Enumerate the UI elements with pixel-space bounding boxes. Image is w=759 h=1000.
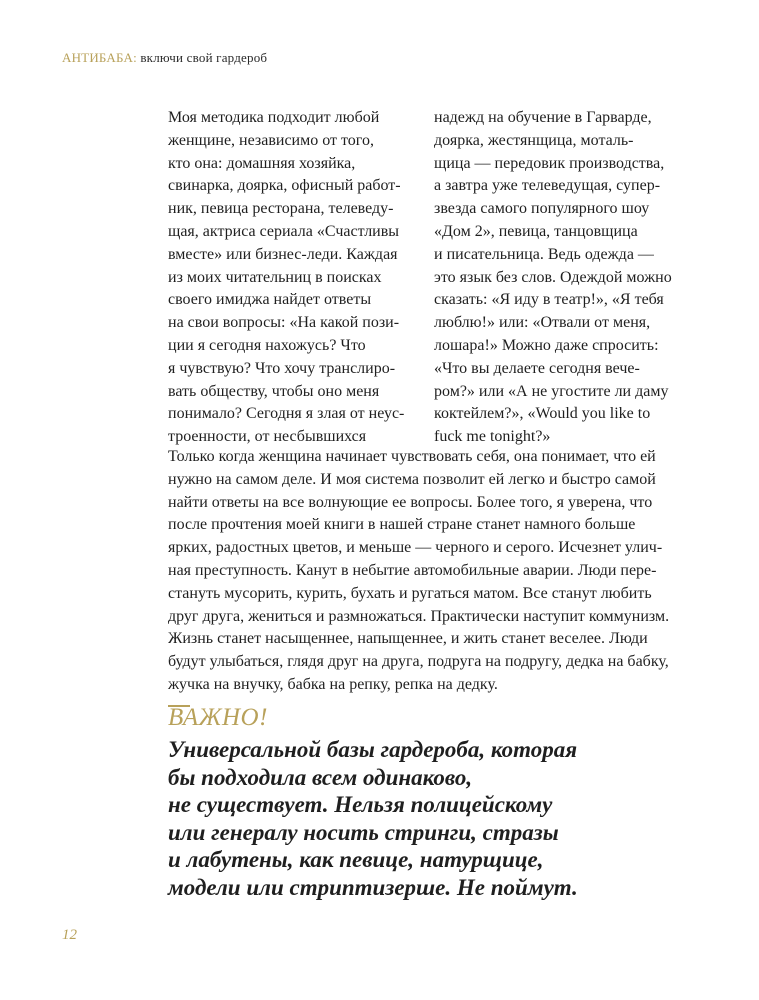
right-column bbox=[434, 107, 672, 449]
text-line: доярка, жестянщица, моталь- bbox=[434, 131, 634, 149]
text-line: Жизнь станет насыщеннее, напыщеннее, и жить станет веселее. Люди bbox=[168, 630, 648, 648]
text-line: женщине, независимо от того, bbox=[168, 131, 374, 149]
text-line: ции я сегодня нахожусь? Что bbox=[168, 336, 366, 354]
text-line: Только когда женщина начинает чувствовать себя, она понимает, что ей bbox=[168, 448, 656, 465]
body-paragraph bbox=[168, 446, 669, 697]
text-line: fuck me tonight?» bbox=[434, 428, 551, 446]
text-line: стануть мусорить, курить, бухать и ругаться матом. Все станут любить bbox=[168, 584, 652, 602]
text-line: вать обществу, чтобы оно меня bbox=[168, 382, 380, 400]
text-line: ром?» или «А не угостите ли даму bbox=[434, 382, 669, 400]
important-note-body bbox=[168, 736, 578, 902]
note-line: не существует. Нельзя полицейскому bbox=[168, 792, 553, 818]
page-number: 12 bbox=[62, 927, 77, 943]
book-subtitle: включи свой гардероб bbox=[140, 50, 268, 65]
text-line: сказать: «Я иду в театр!», «Я тебя bbox=[434, 291, 664, 309]
text-line: я чувствую? Что хочу транслиро- bbox=[168, 359, 396, 377]
text-line: после прочтения моей книги в нашей стране станет намного больше bbox=[168, 516, 636, 534]
text-line: кто она: домашняя хозяйка, bbox=[168, 154, 356, 172]
text-line: ная преступность. Канут в небытие автомобильные аварии. Люди пере- bbox=[168, 561, 657, 579]
text-line: «Дом 2», певица, танцовщица bbox=[434, 222, 638, 240]
note-line: бы подходила всем одинаково, bbox=[168, 764, 473, 790]
text-line: «Что вы делаете сегодня вече- bbox=[434, 359, 640, 377]
text-line: коктейлем?», «Would you like to bbox=[434, 405, 651, 423]
text-line: жучка на внучку, бабка на репку, репка на дедку. bbox=[168, 675, 498, 693]
note-line: Универсальной базы гардероба, которая bbox=[168, 737, 578, 762]
text-line: свинарка, доярка, офисный работ- bbox=[168, 177, 401, 195]
text-line: щица — передовик производства, bbox=[434, 154, 665, 172]
text-line: надежд на обучение в Гарварде, bbox=[434, 109, 652, 126]
text-line: на свои вопросы: «На какой пози- bbox=[168, 314, 400, 332]
text-line: это язык без слов. Одеждой можно bbox=[434, 268, 672, 286]
text-line: звезда самого популярного шоу bbox=[434, 200, 650, 218]
note-line: и лабутены, как певице, натурщице, bbox=[168, 847, 544, 873]
text-line: вместе» или бизнес-леди. Каждая bbox=[168, 245, 398, 263]
text-line: а завтра уже телеведущая, супер- bbox=[434, 177, 661, 195]
note-line: модели или стриптизерше. Не поймут. bbox=[168, 874, 578, 900]
text-line: Моя методика подходит любой bbox=[168, 109, 380, 126]
text-line: своего имиджа найдет ответы bbox=[168, 291, 372, 309]
text-line: и писательница. Ведь одежда — bbox=[434, 245, 654, 263]
text-line: ярких, радостных цветов, и меньше — черного и серого. Исчезнет улич- bbox=[168, 539, 663, 557]
text-line: троенности, от несбывшихся bbox=[168, 428, 367, 446]
text-line: из моих читательниц в поисках bbox=[168, 268, 382, 286]
note-line: или генералу носить стринги, стразы bbox=[168, 819, 559, 845]
text-line: будут улыбаться, глядя друг на друга, подруга на подругу, дедка на бабку, bbox=[168, 653, 669, 671]
text-line: люблю!» или: «Отвали от меня, bbox=[434, 314, 651, 332]
text-line: щая, актриса сериала «Счастливы bbox=[168, 222, 400, 240]
text-line: друг друга, жениться и размножаться. Практически наступит коммунизм. bbox=[168, 607, 670, 625]
text-line: ник, певица ресторана, телеведу- bbox=[168, 200, 394, 218]
running-header bbox=[62, 50, 267, 66]
text-line: лошара!» Можно даже спросить: bbox=[434, 336, 659, 354]
left-column bbox=[168, 107, 404, 449]
text-line: нужно на самом деле. И моя система позволит ей легко и быстро самой bbox=[168, 470, 656, 488]
book-title: АНТИБАБА: bbox=[62, 50, 137, 65]
text-line: понимало? Сегодня я злая от неус- bbox=[168, 405, 405, 423]
text-line: найти ответы на все волнующие ее вопросы. Более того, я уверена, что bbox=[168, 493, 653, 511]
important-note-title: ВАЖНО! bbox=[168, 704, 268, 731]
